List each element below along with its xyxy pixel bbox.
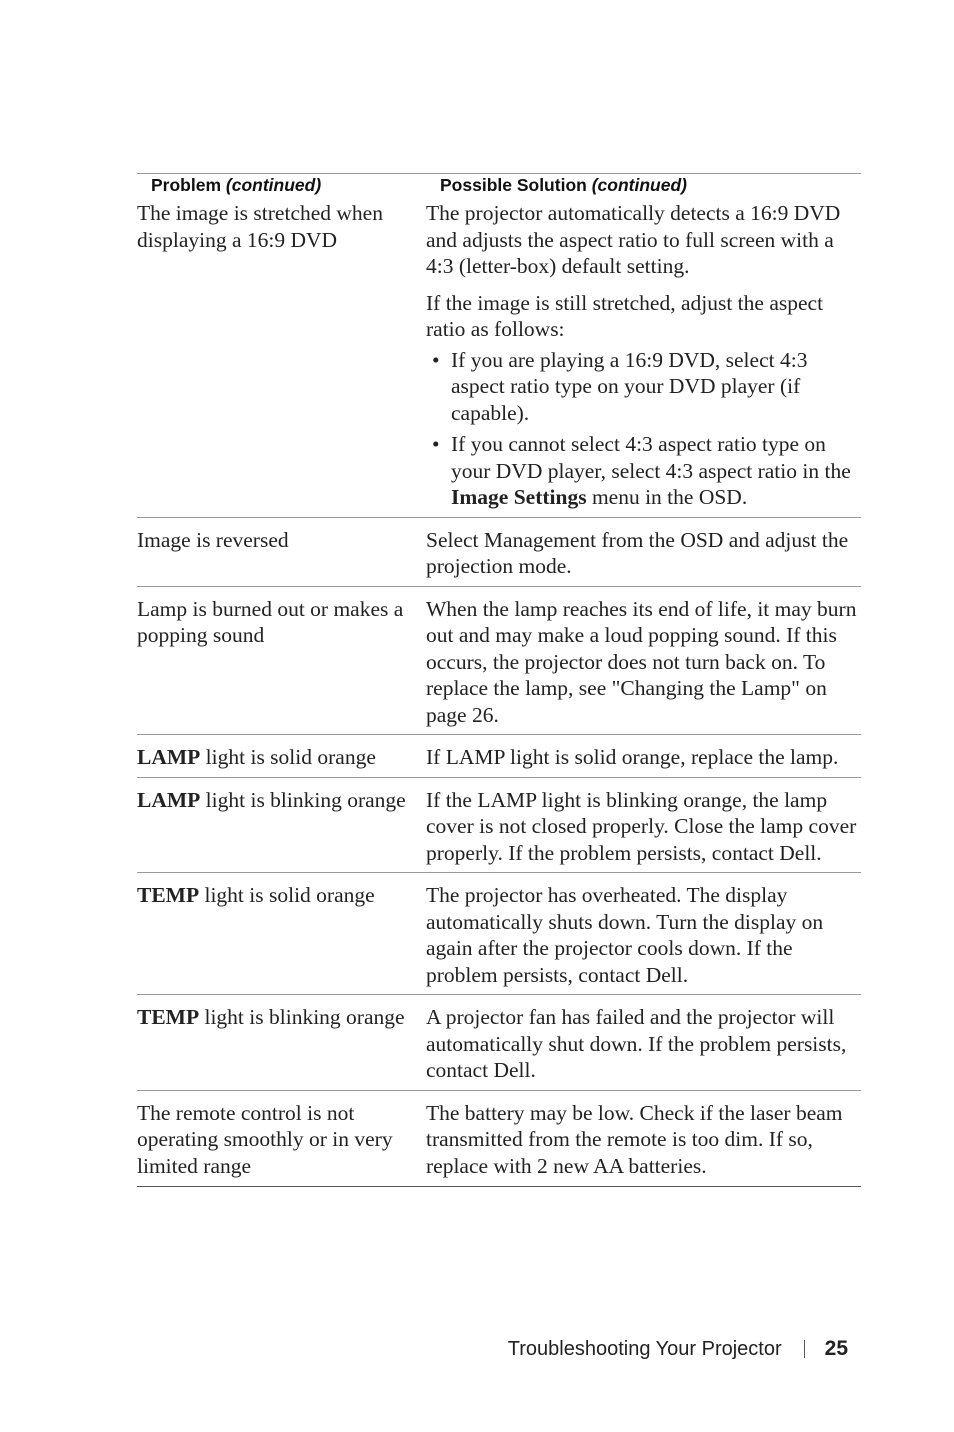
problem-cell: TEMP light is solid orange <box>137 873 426 995</box>
indicator-name: LAMP <box>137 745 201 769</box>
problem-column-header: Problem (continued) <box>137 174 426 197</box>
solution-cell: The battery may be low. Check if the laser beam transmitted from the remote is too dim. If so, replace with 2 new AA batteries. <box>426 1090 861 1187</box>
solution-cell: If LAMP light is solid orange, replace the lamp. <box>426 735 861 778</box>
table-row <box>137 1090 861 1187</box>
problem-cell: The remote control is not operating smoothly or in very limited range <box>137 1090 426 1187</box>
table-row <box>137 517 861 586</box>
page-number: 25 <box>824 1337 848 1360</box>
problem-cell: LAMP light is blinking orange <box>137 777 426 873</box>
solution-cell <box>426 196 861 517</box>
indicator-name: LAMP <box>137 787 201 812</box>
indicator-name: TEMP <box>137 1005 200 1029</box>
solution-cell: A projector fan has failed and the projector will automatically shut down. If the problem persists, contact Dell. <box>426 995 861 1091</box>
table-header-row <box>137 174 861 197</box>
solution-cell: The projector has overheated. The display automatically shuts down. Turn the display on again after the projector cools down. If the problem persists, contact Dell. <box>426 873 861 995</box>
indicator-name: TEMP <box>137 883 200 907</box>
bullet-icon: • <box>432 432 440 456</box>
table-row <box>137 586 861 735</box>
solution-column-header: Possible Solution (continued) <box>426 174 861 197</box>
solution-cell: When the lamp reaches its end of life, it may burn out and may make a loud popping sound. If this occurs, the projector does not turn back on. To replace the lamp, see "Changing the Lamp" on page 26. <box>426 586 861 735</box>
table-row <box>137 995 861 1091</box>
bullet-icon: • <box>432 347 440 372</box>
list-item: • If you cannot select 4:3 aspect ratio type on your DVD player, select 4:3 aspect ratio in the Image Settings menu in the OSD. <box>432 432 851 509</box>
menu-name: Image Settings <box>451 485 587 509</box>
footer-divider <box>804 1340 805 1358</box>
problem-cell: TEMP light is blinking orange <box>137 995 426 1091</box>
solution-paragraph: The projector automatically detects a 16:9 DVD and adjusts the aspect ratio to full screen with a 4:3 (letter-box) default setting. <box>426 201 841 278</box>
problem-cell: The image is stretched when displaying a 16:9 DVD <box>137 196 426 517</box>
table-row <box>137 873 861 995</box>
footer-section-title: Troubleshooting Your Projector <box>507 1337 782 1360</box>
problem-cell: LAMP light is solid orange <box>137 735 426 778</box>
problem-cell: Image is reversed <box>137 517 426 586</box>
problem-cell: Lamp is burned out or makes a popping sound <box>137 586 426 735</box>
troubleshooting-table <box>137 173 861 1187</box>
solution-cell: If the LAMP light is blinking orange, the lamp cover is not closed properly. Close the lamp cover properly. If the problem persists, contact Dell. <box>426 777 861 873</box>
page-footer <box>508 1337 848 1361</box>
table-row <box>137 777 861 873</box>
solution-cell: Select Management from the OSD and adjust the projection mode. <box>426 517 861 586</box>
table-row <box>137 735 861 778</box>
table-row <box>137 196 861 517</box>
solution-paragraph: If the image is still stretched, adjust the aspect ratio as follows: <box>426 290 824 341</box>
list-item: • If you are playing a 16:9 DVD, select 4:3 aspect ratio type on your DVD player (if capable). <box>432 347 808 425</box>
solution-bullet-list <box>426 347 861 511</box>
